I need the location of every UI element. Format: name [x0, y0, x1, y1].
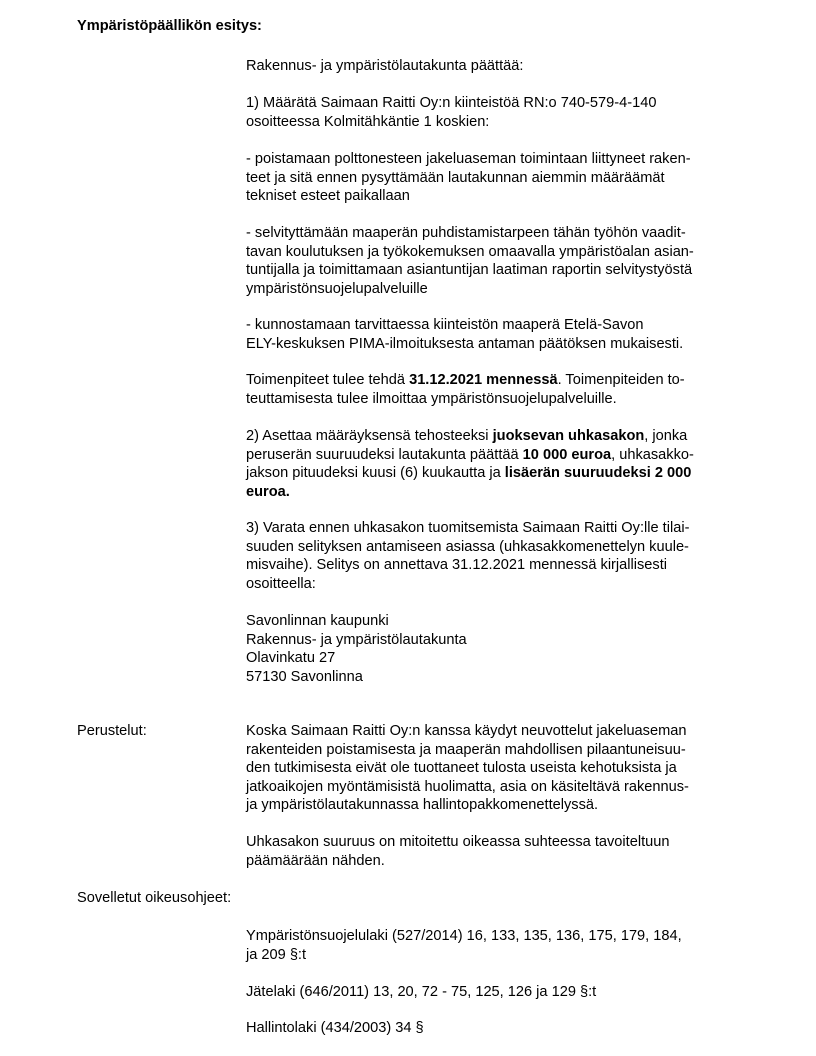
order-item-2-penalty: 2) Asettaa määräyksensä tehosteeksi juoksevan uhkasakon, jonka peruserän suuruudeksi lautakunta päättää 10 000 euroa, uhkasakko- jakson pituudeksi kuusi (6) kuukautta ja lisäerän suuruudeksi 2 000 euroa. [246, 428, 694, 500]
order-bullet-soil-survey: - selvityttämään maaperän puhdistamistarpeen tähän työhön vaadit- tavan koulutuksen ja työkokemuksen omaavalla ympäristöalan asian- tuntijalla ja toimittamaan asiantuntijan laatiman raportin selvitystyöstä ympäristönsuojelupalveluille [246, 225, 694, 297]
grounds-paragraph-1: Koska Saimaan Raitti Oy:n kanssa käydyt neuvottelut jakeluaseman rakenteiden poistamisesta ja maaperän mahdollisen pilaantuneisuu- den tutkimisesta eivät ole tuottaneet tulosta useista kehotuksista ja jatkoaikojen myöntämisistä huolimatta, asia on käsiteltävä rakennus- ja ympäristölautakunnassa hallintopakkomenettelyssä. [246, 723, 689, 813]
grounds-paragraph-2: Uhkasakon suuruus on mitoitettu oikeassa suhteessa tavoiteltuun päämäärään nähden. [246, 834, 670, 869]
additional-amount: lisäerän suuruudeksi 2 000 [504, 465, 692, 481]
order-item-1: 1) Määrätä Saimaan Raitti Oy:n kiinteistöä RN:o 740-579-4-140 osoitteessa Kolmitähkäntie 1 koskien: [246, 95, 657, 130]
address-block: Savonlinnan kaupunki Rakennus- ja ympäristölautakunta Olavinkatu 27 57130 Savonlinna [246, 613, 467, 685]
deadline-paragraph: Toimenpiteet tulee tehdä 31.12.2021 mennessä. Toimenpiteiden to- teuttamisesta tulee ilmoittaa ympäristönsuojelupalveluille. [246, 372, 685, 407]
law-waste: Jätelaki (646/2011) 13, 20, 72 - 75, 125, 126 ja 129 §:t [246, 984, 597, 1000]
order-bullet-soil-remediation: - kunnostamaan tarvittaessa kiinteistön maaperä Etelä-Savon ELY-keskuksen PIMA-ilmoituksesta antaman päätöksen mukaisesti. [246, 317, 684, 352]
proposal-heading: Ympäristöpäällikön esitys: [77, 18, 262, 34]
order-bullet-remove-structures: - poistamaan polttonesteen jakeluaseman toimintaan liittyneet raken- teet ja sitä ennen pysyttämään lautakunnan aiemmin määräämät tekniset esteet paikallaan [246, 151, 691, 204]
law-administrative: Hallintolaki (434/2003) 34 § [246, 1020, 424, 1036]
laws-label: Sovelletut oikeusohjeet: [77, 890, 232, 906]
order-item-3-hearing: 3) Varata ennen uhkasakon tuomitsemista Saimaan Raitti Oy:lle tilai- suuden selityksen antamiseen asiassa (uhkasakkomenettelyn kuule- misvaihe). Selitys on annettava 31.12.2021 mennessä kirjallisesti osoitteella: [246, 520, 690, 592]
proposal-intro: Rakennus- ja ympäristölautakunta päättää: [246, 58, 524, 74]
base-amount: 10 000 euroa [522, 446, 612, 463]
running-penalty: juoksevan uhkasakon [492, 428, 645, 444]
grounds-label: Perustelut: [77, 723, 147, 739]
deadline-date: 31.12.2021 mennessä [409, 372, 558, 388]
law-environmental-protection: Ympäristönsuojelulaki (527/2014) 16, 133, 135, 136, 175, 179, 184, ja 209 §:t [246, 928, 682, 963]
